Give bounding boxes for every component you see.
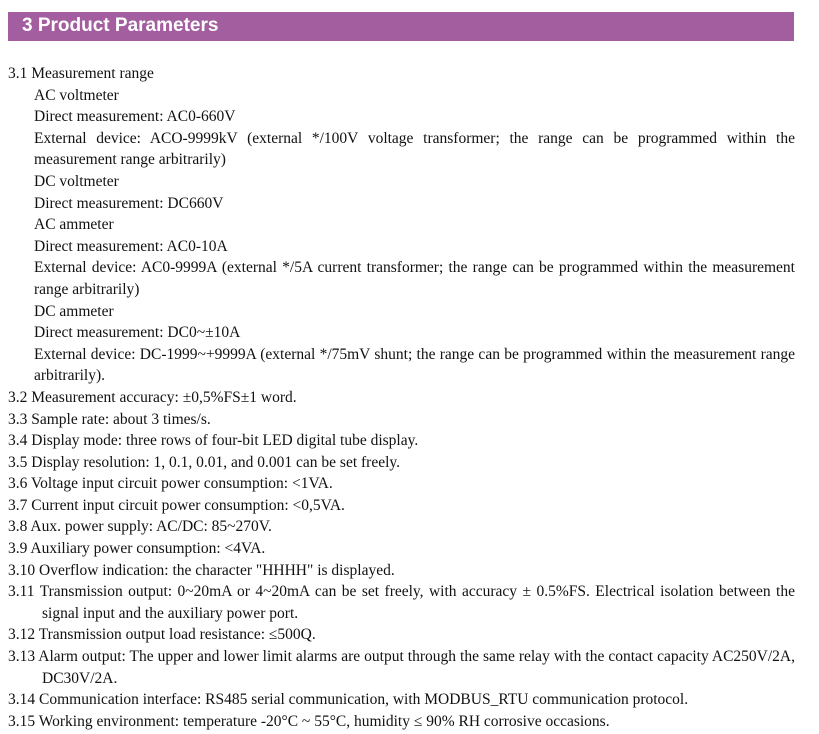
param-3-12: 3.12 Transmission output load resistance: ≤500Q. (8, 626, 316, 644)
dc-ammeter-label: DC ammeter (34, 302, 114, 320)
dc-ammeter-direct: Direct measurement: DC0~±10A (34, 324, 241, 342)
dc-ammeter-external: External device: DC-1999~+9999A (external */75mV shunt; the range can be programmed within the measurement range arbitrarily). (34, 345, 795, 385)
param-3-1-heading: 3.1 Measurement range (8, 65, 154, 82)
param-3-4: 3.4 Display mode: three rows of four-bit LED digital tube display. (8, 432, 419, 450)
section-title: 3 Product Parameters (22, 15, 219, 36)
dc-voltmeter-direct: Direct measurement: DC660V (34, 194, 224, 212)
param-3-8: 3.8 Aux. power supply: AC/DC: 85~270V. (8, 518, 272, 536)
ac-ammeter-label: AC ammeter (34, 216, 114, 234)
param-3-15: 3.15 Working environment: temperature -20°C ~ 55°C, humidity ≤ 90% RH corrosive occasions. (8, 712, 610, 730)
param-3-14: 3.14 Communication interface: RS485 serial communication, with MODBUS_RTU communication protocol. (8, 691, 689, 709)
ac-voltmeter-direct: Direct measurement: AC0-660V (34, 108, 236, 126)
ac-ammeter-external: External device: AC0-9999A (external */5A current transformer; the range can be programmed within the measurement range arbitrarily) (34, 259, 795, 298)
dc-voltmeter-label: DC voltmeter (34, 172, 119, 190)
ac-ammeter-direct: Direct measurement: AC0-10A (34, 237, 228, 255)
param-3-6: 3.6 Voltage input circuit power consumption: <1VA. (8, 475, 333, 493)
ac-voltmeter-label: AC voltmeter (34, 86, 119, 104)
param-3-7: 3.7 Current input circuit power consumption: <0,5VA. (8, 496, 345, 514)
param-3-3: 3.3 Sample rate: about 3 times/s. (8, 410, 211, 428)
ac-voltmeter-external: External device: ACO-9999kV (external */100V voltage transformer; the range can be programmed within the measurement range arbitrarily) (34, 129, 795, 169)
param-3-9: 3.9 Auxiliary power consumption: <4VA. (8, 540, 266, 558)
parameters-list (8, 63, 795, 732)
param-3-11: 3.11 Transmission output: 0~20mA or 4~20mA can be set freely, with accuracy ± 0.5%FS. Electrical isolation between the signal input and the auxiliary power port. (8, 583, 795, 622)
param-3-5: 3.5 Display resolution: 1, 0.1, 0.01, and 0.001 can be set freely. (8, 453, 401, 471)
section-header-bar (8, 12, 794, 41)
param-3-2: 3.2 Measurement accuracy: ±0,5%FS±1 word. (8, 388, 297, 406)
param-3-10: 3.10 Overflow indication: the character "HHHH" is displayed. (8, 561, 395, 579)
param-3-13: 3.13 Alarm output: The upper and lower limit alarms are output through the same relay with the contact capacity AC250V/2A, DC30V/2A. (8, 648, 795, 687)
